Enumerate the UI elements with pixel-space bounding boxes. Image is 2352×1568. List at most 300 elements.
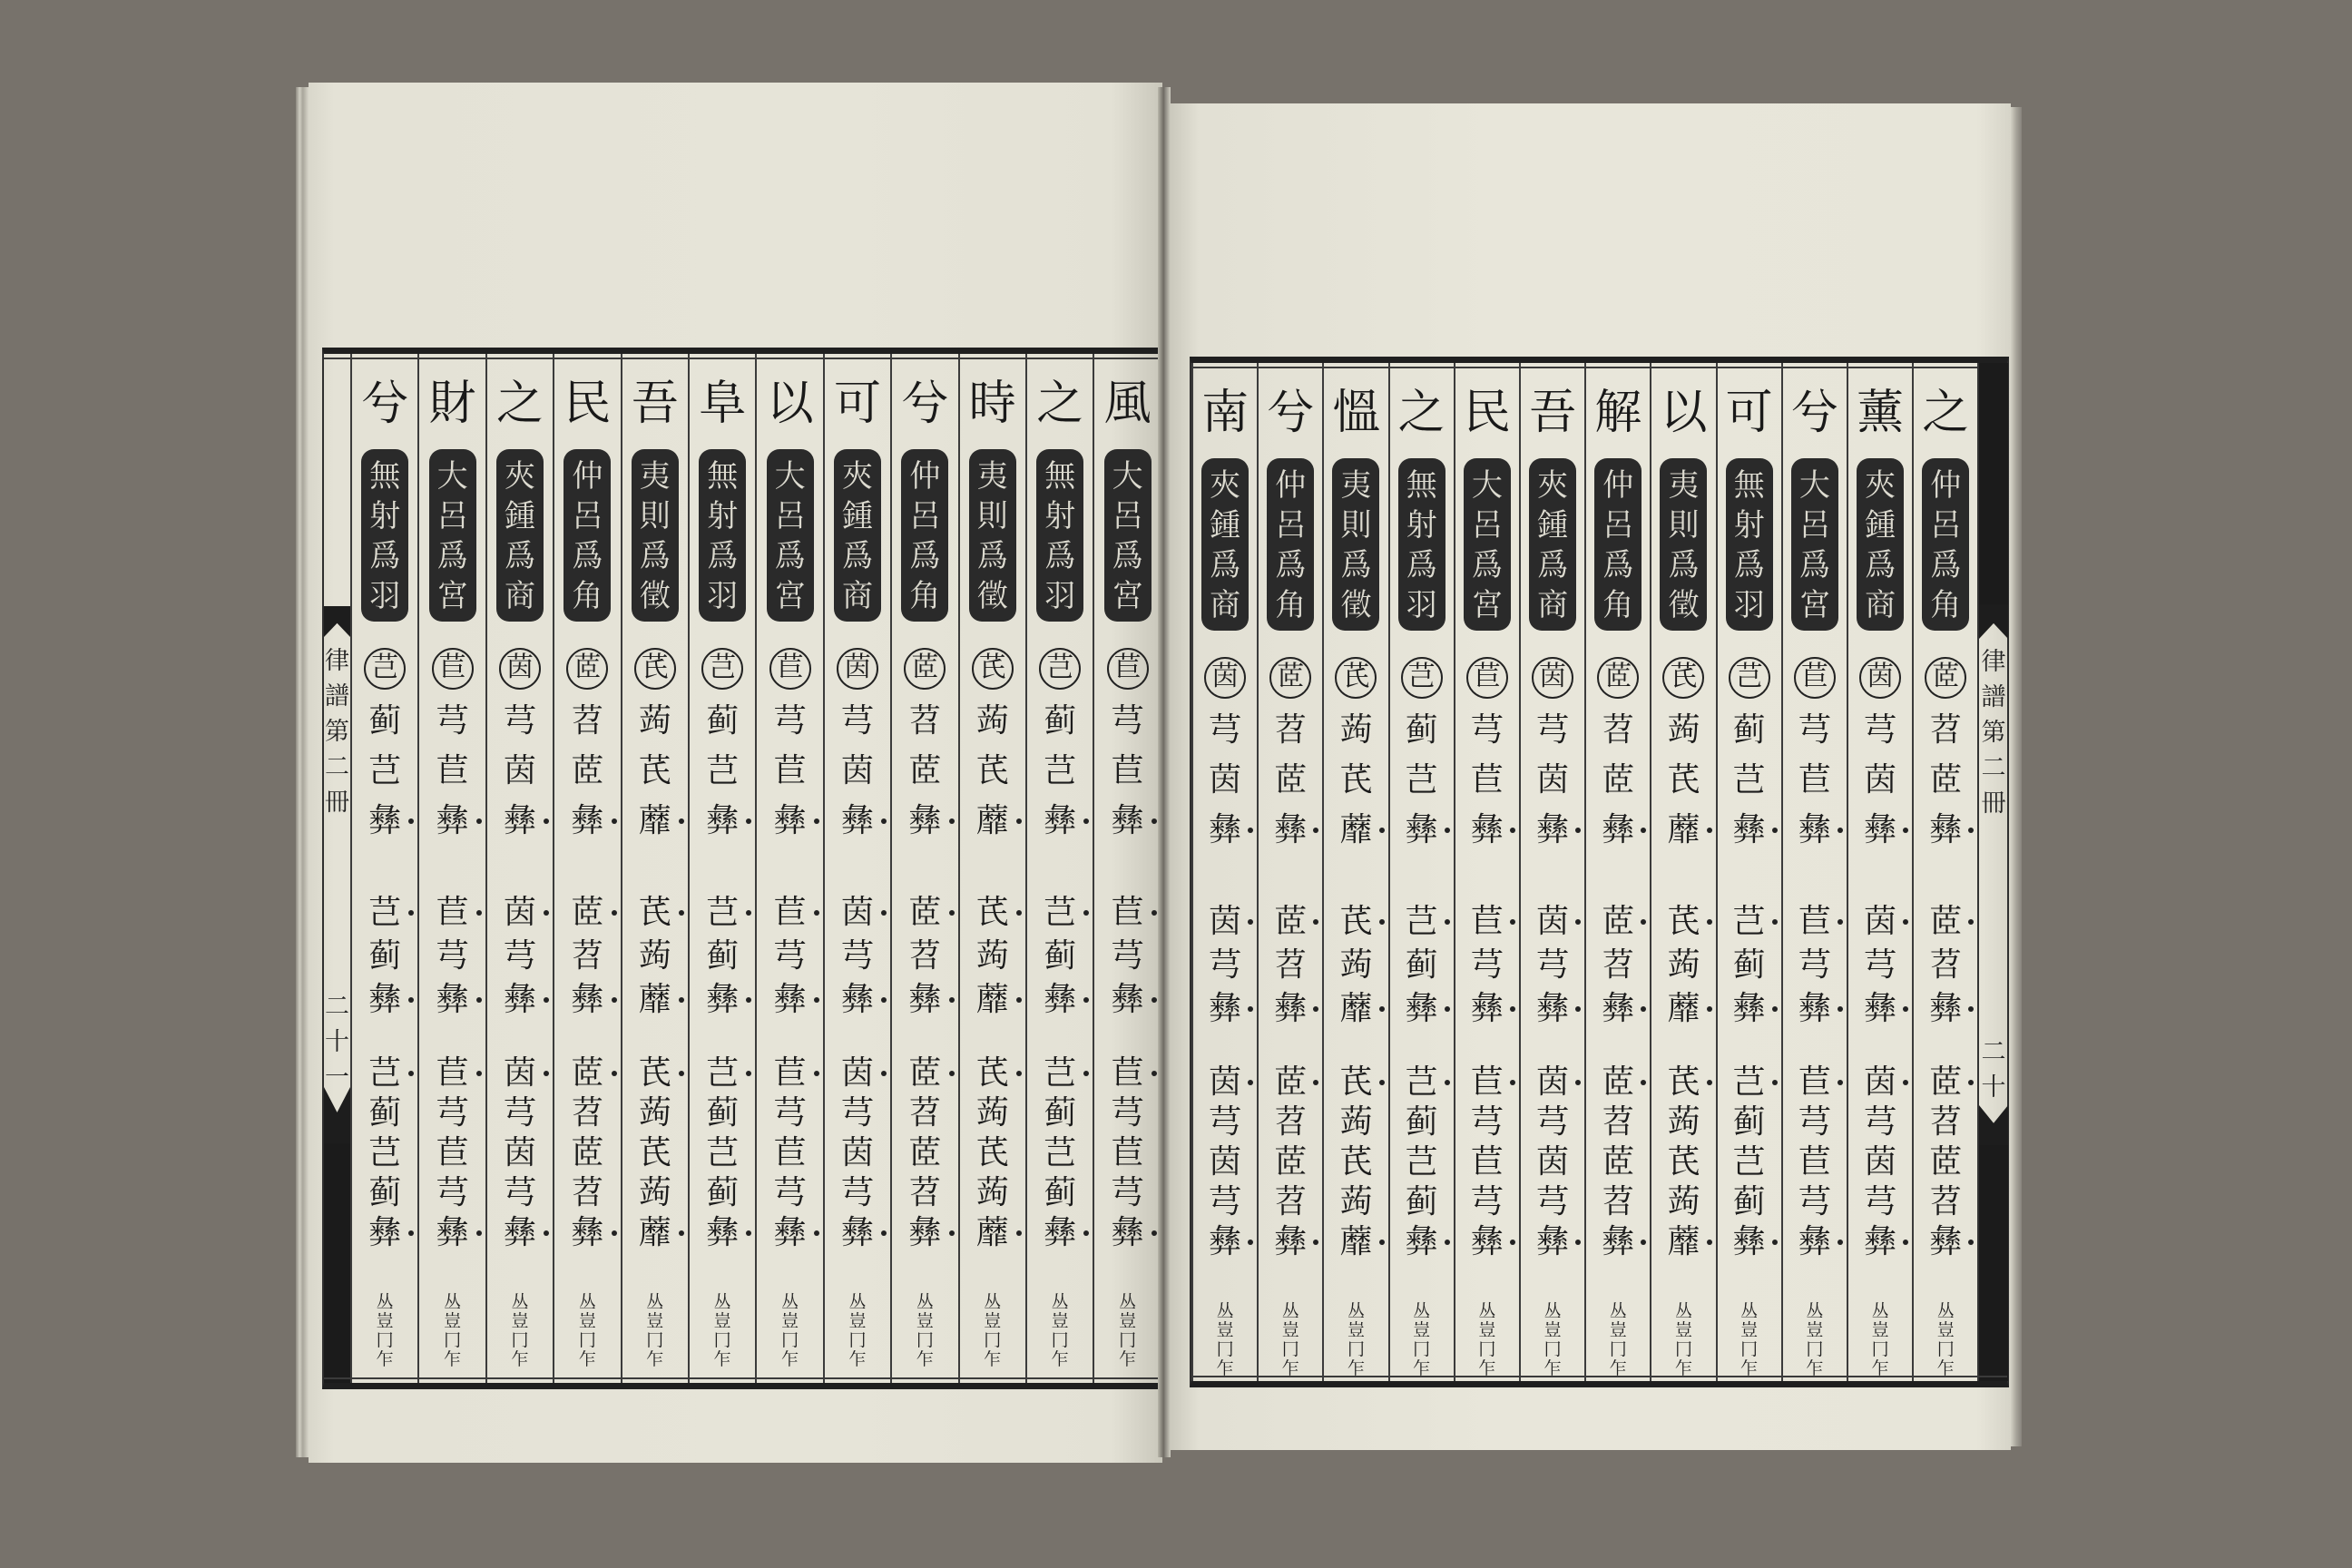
lyric-column [1093, 354, 1160, 1383]
notation-row [622, 1093, 688, 1133]
notation-row [757, 1173, 822, 1213]
notation-row [622, 1173, 688, 1213]
notation-char: 苕 [908, 1094, 942, 1132]
notation-group-3 [1259, 1063, 1322, 1262]
mode-label: 夷則爲徵 [969, 449, 1016, 622]
lyric-char: 財 [428, 377, 476, 431]
notation-group-3 [1718, 1063, 1781, 1262]
notation-row [1848, 1102, 1912, 1142]
notation-char: 茵 [1532, 657, 1573, 699]
notation-char: 蘼 [1339, 811, 1373, 848]
notation-row [1455, 1102, 1519, 1142]
notation-char: 彝 [1536, 811, 1570, 848]
notation-row [1651, 1102, 1715, 1142]
notation-char: 彝 [1111, 981, 1144, 1018]
notation-row [690, 1133, 755, 1173]
notation-row [1914, 1063, 1977, 1102]
notation-row [554, 1173, 620, 1213]
notation-char: 苕 [571, 1094, 604, 1132]
notation-char: 茵 [1536, 1063, 1570, 1101]
mode-label: 大呂爲宮 [1791, 458, 1838, 631]
notation-char: 芪 [975, 894, 1009, 931]
notation-row [1094, 746, 1160, 796]
notation-char: 彝 [773, 802, 807, 839]
notation-char: 茵 [1209, 903, 1242, 940]
notation-char: 蒟 [1339, 946, 1373, 984]
notation-row [1586, 900, 1650, 944]
notation-row [1193, 1142, 1257, 1182]
notation-char: 茵 [503, 1054, 536, 1092]
notation-row [554, 746, 620, 796]
notation-group-3 [419, 1054, 485, 1253]
rhythm-notation: 丛豈冂乍 [1413, 1301, 1431, 1378]
notation-row [1586, 1182, 1650, 1222]
notation-row [1914, 1182, 1977, 1222]
notation-row [1586, 1222, 1650, 1262]
notation-row [1324, 1182, 1387, 1222]
notation-char: 彝 [571, 981, 604, 1018]
notation-row [1718, 655, 1781, 705]
notation-row [1848, 1222, 1912, 1262]
notation-group-3 [1455, 1063, 1519, 1262]
notation-char: 彝 [1111, 802, 1144, 839]
mode-label: 無射爲羽 [1036, 449, 1083, 622]
black-margin-bar [324, 1143, 350, 1383]
notation-row [622, 1133, 688, 1173]
notation-char: 彝 [1044, 981, 1077, 1018]
notation-group-3 [757, 1054, 822, 1253]
notation-row [1390, 755, 1454, 805]
mode-label: 仲呂爲角 [564, 449, 611, 622]
notation-row [1783, 705, 1847, 755]
fish-tail-mark-top [1979, 604, 2008, 639]
lyric-char: 之 [495, 377, 544, 431]
notation-row [1193, 805, 1257, 855]
notation-row [757, 646, 822, 696]
notation-row [1193, 1222, 1257, 1262]
notation-char: 彝 [1864, 990, 1897, 1027]
notation-char: 彝 [1044, 802, 1077, 839]
notation-char: 苕 [1929, 1183, 1963, 1220]
notation-char: 芪 [975, 752, 1009, 789]
notation-row [1324, 1102, 1387, 1142]
notation-char: 芪 [975, 1134, 1009, 1171]
lyric-column [1847, 363, 1912, 1381]
notation-char: 芎 [1111, 702, 1144, 740]
notation-char: 茝 [571, 1054, 604, 1092]
notation-char: 蓟 [706, 1174, 740, 1211]
notation-group-2 [419, 891, 485, 1022]
notation-char: 苕 [1274, 1103, 1308, 1141]
notation-row [1521, 655, 1584, 705]
notation-char: 茝 [908, 1054, 942, 1092]
lyric-column [823, 354, 890, 1383]
lyric-column [1322, 363, 1387, 1381]
notation-char: 苣 [1466, 657, 1508, 699]
notation-char: 彝 [1602, 811, 1635, 848]
notation-row [1848, 900, 1912, 944]
notation-char: 苕 [571, 702, 604, 740]
notation-char: 彝 [1536, 1223, 1570, 1260]
notation-row [419, 796, 485, 846]
notation-row [960, 935, 1025, 978]
notation-row [487, 696, 553, 746]
rhythm-notation: 丛豈冂乍 [1806, 1301, 1824, 1378]
notation-row [1193, 900, 1257, 944]
notation-group-3 [1651, 1063, 1715, 1262]
left-page [309, 83, 1162, 1463]
rhythm-notation: 丛豈冂乍 [1674, 1301, 1692, 1378]
notation-char: 芑 [1732, 761, 1766, 799]
notation-char: 苕 [908, 937, 942, 975]
lyric-column [1650, 363, 1715, 1381]
notation-row [487, 796, 553, 846]
notation-row [1783, 1222, 1847, 1262]
notation-row [825, 935, 890, 978]
notation-row [1586, 755, 1650, 805]
lyric-column [1388, 363, 1454, 1381]
notation-char: 芪 [638, 1054, 671, 1092]
notation-row [622, 1213, 688, 1253]
notation-char: 彝 [1405, 811, 1438, 848]
notation-char: 茵 [499, 648, 541, 690]
notation-row [825, 796, 890, 846]
notation-char: 芑 [1044, 752, 1077, 789]
notation-row [1651, 705, 1715, 755]
notation-char: 茝 [1929, 1143, 1963, 1181]
mode-label: 夾鍾爲商 [1201, 458, 1249, 631]
notation-char: 苣 [1470, 903, 1504, 940]
notation-char: 茝 [904, 648, 946, 690]
notation-char: 芑 [706, 752, 740, 789]
notation-row [1651, 987, 1715, 1031]
notation-row [690, 1054, 755, 1093]
notation-char: 蓟 [706, 1094, 740, 1132]
notation-char: 茵 [1209, 1143, 1242, 1181]
notation-char: 彝 [1274, 811, 1308, 848]
notation-char: 芎 [773, 1094, 807, 1132]
notation-char: 蓟 [706, 702, 740, 740]
notation-group-1 [1783, 655, 1847, 855]
notation-char: 芎 [773, 1174, 807, 1211]
lyric-column [417, 354, 485, 1383]
mode-label: 夾鍾爲商 [834, 449, 881, 622]
rhythm-notation: 丛豈冂乍 [1871, 1301, 1889, 1378]
notation-char: 苣 [1794, 657, 1836, 699]
notation-row [892, 696, 957, 746]
notation-row [1455, 705, 1519, 755]
notation-row [1324, 805, 1387, 855]
notation-char: 芎 [1470, 946, 1504, 984]
notation-row [1783, 1182, 1847, 1222]
notation-row [757, 1054, 822, 1093]
notation-char: 蓟 [1044, 1174, 1077, 1211]
notation-row [1259, 655, 1322, 705]
notation-char: 彝 [1274, 1223, 1308, 1260]
notation-row [1718, 705, 1781, 755]
notation-group-2 [352, 891, 417, 1022]
notation-row [1848, 1142, 1912, 1182]
notation-row [1718, 755, 1781, 805]
lyric-column [755, 354, 822, 1383]
notation-char: 彝 [1929, 990, 1963, 1027]
notation-row [352, 796, 417, 846]
notation-group-3 [1848, 1063, 1912, 1262]
rhythm-notation: 丛豈冂乍 [444, 1292, 462, 1369]
notation-char: 彝 [436, 1214, 469, 1251]
notation-char: 芎 [436, 702, 469, 740]
notation-group-3 [554, 1054, 620, 1253]
notation-char: 芎 [1864, 1183, 1897, 1220]
notation-char: 蒟 [975, 1094, 1009, 1132]
rhythm-notation: 丛豈冂乍 [646, 1292, 664, 1369]
notation-row [622, 746, 688, 796]
notation-row [825, 1054, 890, 1093]
notation-row [825, 746, 890, 796]
notation-char: 芪 [1339, 903, 1373, 940]
notation-char: 彝 [1929, 1223, 1963, 1260]
left-page-frame [322, 348, 1162, 1389]
notation-row [487, 746, 553, 796]
notation-row [1718, 900, 1781, 944]
fish-tail-mark-bottom [1979, 1105, 2008, 1145]
notation-group-2 [1324, 900, 1387, 1031]
notation-char: 苣 [436, 1054, 469, 1092]
mode-label: 無射爲羽 [361, 449, 408, 622]
notation-char: 彝 [1602, 990, 1635, 1027]
notation-group-1 [1259, 655, 1322, 855]
notation-row [554, 978, 620, 1022]
notation-char: 彝 [1798, 990, 1831, 1027]
notation-row [1848, 705, 1912, 755]
notation-group-1 [554, 646, 620, 846]
notation-row [419, 1173, 485, 1213]
notation-row [1718, 1102, 1781, 1142]
notation-row [419, 1133, 485, 1173]
notation-char: 茵 [1209, 761, 1242, 799]
notation-row [352, 978, 417, 1022]
notation-char: 苣 [1798, 1063, 1831, 1101]
notation-row [1193, 655, 1257, 705]
lyric-char: 兮 [1790, 386, 1838, 440]
notation-char: 芎 [436, 1094, 469, 1132]
mode-label: 夾鍾爲商 [496, 449, 544, 622]
mode-label: 無射爲羽 [1398, 458, 1446, 631]
notation-row [1390, 1182, 1454, 1222]
lyric-char: 慍 [1332, 386, 1380, 440]
notation-row [1848, 655, 1912, 705]
lyric-char: 吾 [631, 377, 679, 431]
notation-row [487, 935, 553, 978]
notation-group-1 [1455, 655, 1519, 855]
notation-char: 苣 [1111, 752, 1144, 789]
notation-char: 茵 [837, 648, 878, 690]
notation-row [622, 646, 688, 696]
notation-row [1193, 1063, 1257, 1102]
notation-char: 彝 [503, 981, 536, 1018]
notation-group-2 [690, 891, 755, 1022]
notation-char: 芎 [840, 702, 874, 740]
notation-row [1718, 1142, 1781, 1182]
notation-row [1027, 646, 1093, 696]
notation-row [1521, 755, 1584, 805]
notation-char: 茝 [1274, 1063, 1308, 1101]
notation-char: 茝 [1925, 657, 1966, 699]
notation-char: 茝 [1602, 903, 1635, 940]
notation-char: 苕 [1602, 711, 1635, 749]
notation-group-2 [1651, 900, 1715, 1031]
notation-row [1455, 1063, 1519, 1102]
rhythm-notation: 丛豈冂乍 [1051, 1292, 1069, 1369]
notation-row [487, 646, 553, 696]
notation-row [1390, 944, 1454, 987]
rhythm-notation: 丛豈冂乍 [781, 1292, 799, 1369]
notation-char: 芑 [368, 752, 402, 789]
rhythm-notation: 丛豈冂乍 [511, 1292, 529, 1369]
book-title: 律譜第二冊 [325, 647, 349, 817]
notation-char: 苣 [1107, 648, 1149, 690]
notation-char: 彝 [1798, 1223, 1831, 1260]
notation-char: 蘼 [1667, 990, 1700, 1027]
book-spine-shadow [1158, 87, 1171, 1457]
lyric-char: 解 [1594, 386, 1642, 440]
notation-row [487, 1133, 553, 1173]
notation-char: 芪 [1335, 657, 1377, 699]
notation-char: 苣 [773, 894, 807, 931]
notation-char: 芑 [368, 1134, 402, 1171]
book-title: 律譜第二冊 [1981, 648, 2006, 818]
notation-row [487, 891, 553, 935]
notation-char: 芪 [638, 752, 671, 789]
notation-char: 茵 [1209, 1063, 1242, 1101]
notation-group-1 [1390, 655, 1454, 855]
notation-group-1 [1094, 646, 1160, 846]
notation-row [1193, 755, 1257, 805]
notation-char: 苣 [1470, 761, 1504, 799]
notation-char: 茵 [1536, 903, 1570, 940]
rhythm-notation: 丛豈冂乍 [848, 1292, 867, 1369]
notation-char: 芑 [1044, 1134, 1077, 1171]
rhythm-notation: 丛豈冂乍 [578, 1292, 596, 1369]
notation-row [757, 1093, 822, 1133]
notation-row [1455, 1142, 1519, 1182]
notation-char: 苕 [1274, 1183, 1308, 1220]
notation-char: 芪 [1339, 1063, 1373, 1101]
notation-group-1 [1027, 646, 1093, 846]
rhythm-notation: 丛豈冂乍 [713, 1292, 731, 1369]
notation-row [1027, 1213, 1093, 1253]
notation-row [1094, 1133, 1160, 1173]
notation-char: 芑 [1405, 1143, 1438, 1181]
notation-row [1783, 900, 1847, 944]
notation-row [1027, 1054, 1093, 1093]
notation-row [1027, 696, 1093, 746]
notation-char: 苕 [1602, 946, 1635, 984]
notation-char: 蘼 [975, 1214, 1009, 1251]
notation-char: 蒟 [975, 937, 1009, 975]
lyric-column [1519, 363, 1584, 1381]
notation-char: 茝 [1274, 1143, 1308, 1181]
notation-row [1848, 1182, 1912, 1222]
notation-char: 芪 [1667, 761, 1700, 799]
notation-group-1 [1848, 655, 1912, 855]
notation-row [1521, 900, 1584, 944]
notation-group-2 [1783, 900, 1847, 1031]
notation-row [1718, 1063, 1781, 1102]
mode-label: 大呂爲宮 [1464, 458, 1511, 631]
notation-char: 蓟 [1405, 711, 1438, 749]
notation-row [1390, 1142, 1454, 1182]
notation-row [487, 1213, 553, 1253]
notation-char: 苣 [1798, 903, 1831, 940]
notation-row [960, 891, 1025, 935]
notation-row [1027, 891, 1093, 935]
lyric-column [1584, 363, 1650, 1381]
notation-char: 彝 [571, 802, 604, 839]
notation-row [825, 891, 890, 935]
notation-row [1521, 705, 1584, 755]
notation-char: 彝 [368, 1214, 402, 1251]
notation-char: 芎 [773, 702, 807, 740]
notation-char: 蒟 [1339, 1103, 1373, 1141]
notation-row [1027, 1093, 1093, 1133]
notation-row [487, 1054, 553, 1093]
notation-char: 茵 [1864, 761, 1897, 799]
notation-char: 苣 [1798, 761, 1831, 799]
fish-tail-mark-top [324, 606, 350, 637]
lyric-column [688, 354, 755, 1383]
notation-row [1259, 1102, 1322, 1142]
notation-group-1 [1324, 655, 1387, 855]
notation-group-3 [1390, 1063, 1454, 1262]
notation-row [1324, 1222, 1387, 1262]
notation-char: 彝 [908, 981, 942, 1018]
notation-group-3 [1586, 1063, 1650, 1262]
notation-group-2 [892, 891, 957, 1022]
notation-row [1521, 805, 1584, 855]
notation-row [1586, 805, 1650, 855]
notation-row [554, 1133, 620, 1173]
notation-char: 苣 [1470, 1143, 1504, 1181]
notation-row [352, 1054, 417, 1093]
notation-group-1 [1521, 655, 1584, 855]
notation-char: 蘼 [1339, 1223, 1373, 1260]
notation-char: 芎 [773, 937, 807, 975]
mode-label: 大呂爲宮 [767, 449, 814, 622]
notation-char: 彝 [1470, 811, 1504, 848]
notation-row [757, 1213, 822, 1253]
mode-label: 仲呂爲角 [901, 449, 948, 622]
notation-row [352, 1173, 417, 1213]
notation-group-3 [1521, 1063, 1584, 1262]
notation-char: 蒟 [1667, 1183, 1700, 1220]
notation-row [892, 935, 957, 978]
lyric-char: 兮 [1267, 386, 1315, 440]
notation-row [892, 1173, 957, 1213]
notation-char: 芎 [1864, 711, 1897, 749]
notation-row [1455, 1222, 1519, 1262]
lyric-char: 吾 [1529, 386, 1577, 440]
notation-row [757, 696, 822, 746]
notation-row [960, 1173, 1025, 1213]
notation-row [1259, 805, 1322, 855]
notation-char: 蘼 [638, 1214, 671, 1251]
notation-char: 蒟 [1667, 711, 1700, 749]
notation-row [419, 891, 485, 935]
notation-row [554, 1054, 620, 1093]
notation-char: 茵 [840, 1134, 874, 1171]
notation-row [1718, 944, 1781, 987]
